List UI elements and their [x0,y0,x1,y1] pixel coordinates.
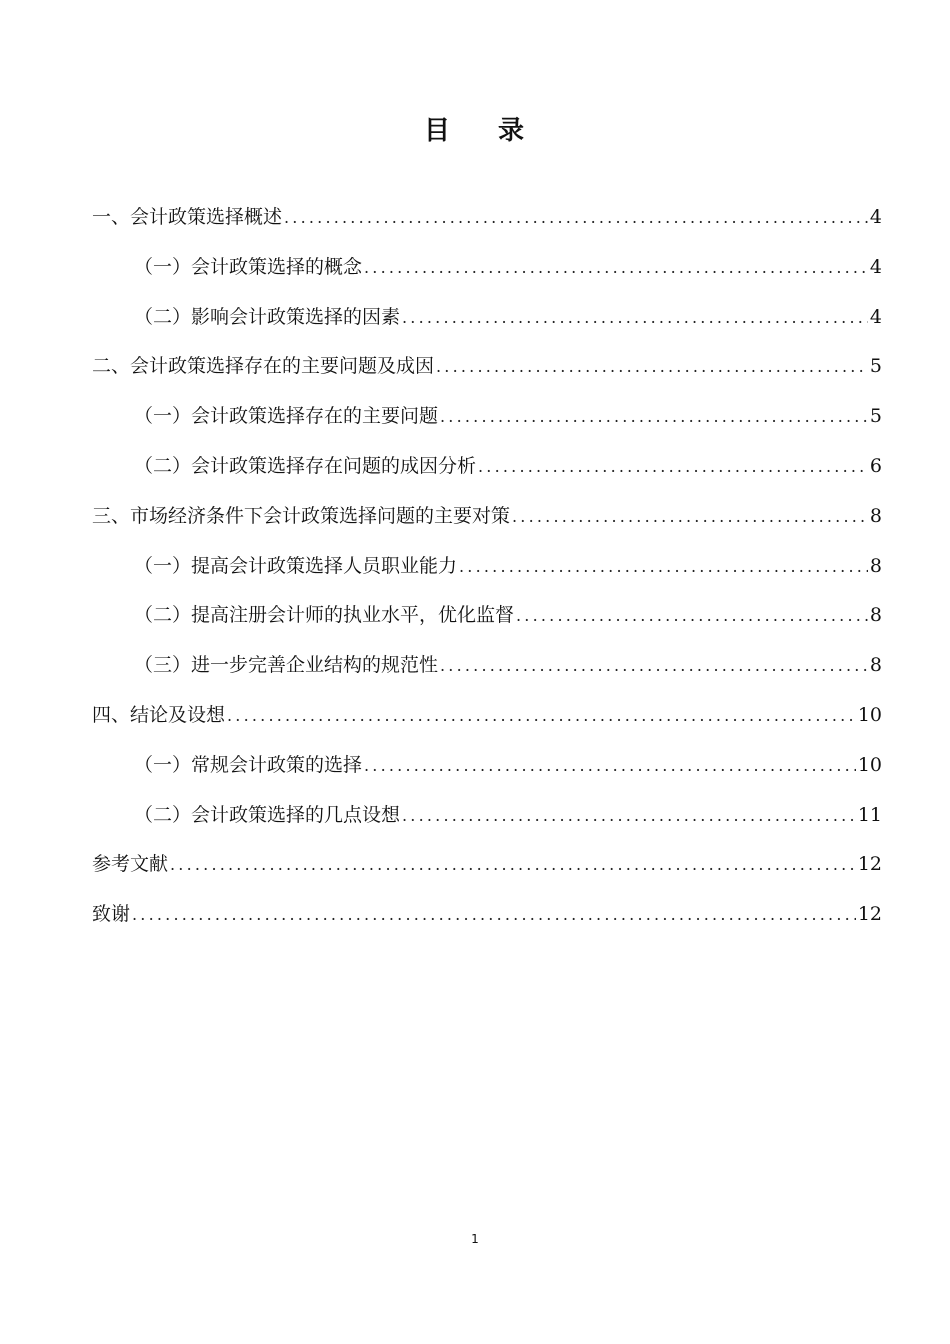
toc-dot-leader [440,407,868,426]
toc-entry-page: 12 [857,903,882,926]
toc-entry-label: （一）会计政策选择的概念 [134,255,363,278]
toc-entry[interactable] [92,302,882,352]
toc-entry-label: （二）会计政策选择的几点设想 [134,803,401,826]
toc-entry-page: 6 [869,454,882,477]
toc-entry[interactable] [92,351,882,401]
toc-entry-label: （二）提高注册会计师的执业水平，优化监督 [134,604,515,627]
toc-entry-page: 10 [857,703,882,726]
toc-entry[interactable] [92,202,882,252]
toc-entry[interactable] [92,849,882,899]
toc-entry-page: 4 [869,305,882,328]
toc-dot-leader [459,557,868,576]
toc-dot-leader [436,357,868,376]
toc-entry[interactable] [92,800,882,850]
toc-entry-page: 5 [869,405,882,428]
toc-entry-page: 12 [857,853,882,876]
toc-entry-page: 11 [857,803,882,826]
toc-entry-label: （二）会计政策选择存在问题的成因分析 [134,454,477,477]
toc-entry-label: （三）进一步完善企业结构的规范性 [134,654,439,677]
toc-entry-label: 参考文献 [92,853,169,876]
toc-entry[interactable] [92,750,882,800]
toc-dot-leader [227,706,856,725]
toc-dot-leader [478,457,868,476]
toc-entry[interactable] [92,451,882,501]
toc-entry-label: 致谢 [92,903,131,926]
toc-title-left: 目 [423,116,452,146]
toc-entry-page: 8 [869,504,882,527]
toc-dot-leader [440,656,868,675]
toc-title-right: 录 [498,116,527,146]
toc-entry-page: 8 [869,554,882,577]
toc-dot-leader [364,258,868,277]
toc-dot-leader [364,756,856,775]
toc-dot-leader [402,308,868,327]
toc-entry-page: 4 [869,255,882,278]
toc-entry-label: 二、会计政策选择存在的主要问题及成因 [92,355,435,378]
table-of-contents [92,202,882,949]
toc-entry[interactable] [92,700,882,750]
toc-entry[interactable] [92,600,882,650]
toc-entry-page: 5 [869,355,882,378]
toc-entry-label: （一）常规会计政策的选择 [134,753,363,776]
toc-dot-leader [170,855,856,874]
toc-entry-page: 8 [869,604,882,627]
toc-entry-page: 4 [869,206,882,228]
toc-entry-page: 10 [857,753,882,776]
toc-dot-leader [402,806,856,825]
toc-entry-label: 四、结论及设想 [92,703,226,726]
toc-dot-leader [132,905,856,924]
toc-title [0,110,950,147]
toc-dot-leader [284,208,868,227]
toc-dot-leader [516,606,868,625]
toc-entry-label: 一、会计政策选择概述 [92,206,283,228]
toc-entry-label: （二）影响会计政策选择的因素 [134,305,401,328]
toc-entry[interactable] [92,551,882,601]
toc-entry-page: 8 [869,654,882,677]
toc-entry[interactable] [92,899,882,949]
toc-entry[interactable] [92,501,882,551]
toc-entry[interactable] [92,252,882,302]
toc-dot-leader [512,507,868,526]
toc-entry-label: （一）会计政策选择存在的主要问题 [134,405,439,428]
toc-entry-label: （一）提高会计政策选择人员职业能力 [134,554,458,577]
page-number: 1 [471,1232,479,1246]
toc-entry-label: 三、市场经济条件下会计政策选择问题的主要对策 [92,504,511,527]
toc-entry[interactable] [92,401,882,451]
toc-entry[interactable] [92,650,882,700]
